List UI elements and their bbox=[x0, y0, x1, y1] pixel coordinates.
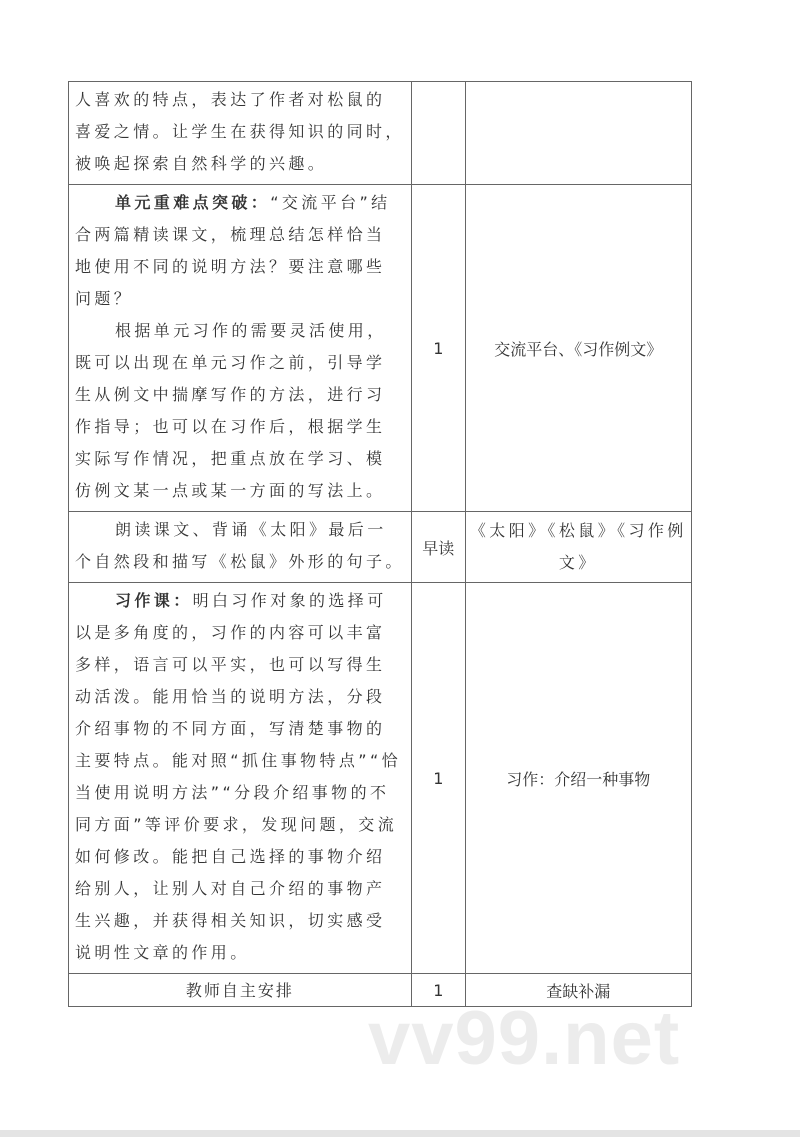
text-line: 给别人，让别人对自己介绍的事物产 bbox=[75, 879, 386, 898]
text-line: 主要特点。能对照“抓住事物特点”“恰 bbox=[75, 751, 402, 770]
text-line bbox=[75, 585, 405, 617]
text-line: 既可以出现在单元习作之前，引导学 bbox=[75, 353, 386, 372]
text-line: 《太阳》《松鼠》《习作例 bbox=[469, 521, 687, 540]
table-row bbox=[69, 512, 692, 583]
text-line: 多样，语言可以平实，也可以写得生 bbox=[75, 655, 386, 674]
text-line: 人喜欢的特点，表达了作者对松鼠的 bbox=[75, 90, 386, 109]
material-cell bbox=[465, 512, 691, 583]
hours-cell bbox=[411, 82, 465, 185]
lesson-plan-table bbox=[68, 81, 692, 1007]
text-line: 说明性文章的作用。 bbox=[75, 943, 250, 962]
text-line: 合两篇精读课文，梳理总结怎样恰当 bbox=[75, 225, 386, 244]
hours-cell: 1 bbox=[411, 583, 465, 974]
material-cell: 习作：介绍一种事物 bbox=[465, 583, 691, 974]
material-cell: 查缺补漏 bbox=[465, 974, 691, 1007]
text-line: 根据单元习作的需要灵活使用， bbox=[115, 321, 387, 340]
material-cell bbox=[465, 82, 691, 185]
content-cell bbox=[69, 185, 412, 512]
text-line: 喜爱之情。让学生在获得知识的同时， bbox=[75, 122, 405, 141]
text-line: 仿例文某一点或某一方面的写法上。 bbox=[75, 481, 386, 500]
table-row bbox=[69, 82, 692, 185]
bold-lead: 单元重难点突破： bbox=[115, 193, 271, 212]
table-row bbox=[69, 185, 692, 512]
text-line: 当使用说明方法”“分段介绍事物的不 bbox=[75, 783, 390, 802]
text-line: 生兴趣，并获得相关知识，切实感受 bbox=[75, 911, 386, 930]
material-cell: 交流平台、《习作例文》 bbox=[465, 185, 691, 512]
text-line: 文》 bbox=[558, 553, 598, 572]
content-cell: 教师自主安排 bbox=[69, 974, 412, 1007]
text-line: 作指导；也可以在习作后，根据学生 bbox=[75, 417, 386, 436]
text-line: 问题？ bbox=[75, 289, 134, 308]
text-line: 个自然段和描写《松鼠》外形的句子。 bbox=[75, 552, 405, 571]
text-line: 动活泼。能用恰当的说明方法，分段 bbox=[75, 687, 386, 706]
text-line: 实际写作情况，把重点放在学习、模 bbox=[75, 449, 386, 468]
text-line: 以是多角度的，习作的内容可以丰富 bbox=[75, 623, 386, 642]
bold-lead: 习作课： bbox=[115, 591, 193, 610]
content-cell bbox=[69, 82, 412, 185]
text-line: 如何修改。能把自己选择的事物介绍 bbox=[75, 847, 386, 866]
text-line: 被唤起探索自然科学的兴趣。 bbox=[75, 154, 328, 173]
content-cell bbox=[69, 512, 412, 583]
text-line: 地使用不同的说明方法？要注意哪些 bbox=[75, 257, 386, 276]
content-cell bbox=[69, 583, 412, 974]
text-line: 生从例文中揣摩写作的方法，进行习 bbox=[75, 385, 386, 404]
hours-cell: 早读 bbox=[411, 512, 465, 583]
table-row bbox=[69, 583, 692, 974]
hours-cell: 1 bbox=[411, 974, 465, 1007]
text-line bbox=[75, 187, 405, 219]
text-span: 明白习作对象的选择可 bbox=[192, 591, 387, 610]
text-line: 同方面”等评价要求，发现问题，交流 bbox=[75, 815, 398, 834]
text-line: 朗读课文、背诵《太阳》最后一 bbox=[115, 520, 387, 539]
hours-cell: 1 bbox=[411, 185, 465, 512]
watermark: vv99.net bbox=[368, 996, 681, 1081]
text-line: 介绍事物的不同方面，写清楚事物的 bbox=[75, 719, 386, 738]
text-span: “交流平台”结 bbox=[270, 193, 391, 212]
page-bottom-edge bbox=[0, 1130, 800, 1137]
